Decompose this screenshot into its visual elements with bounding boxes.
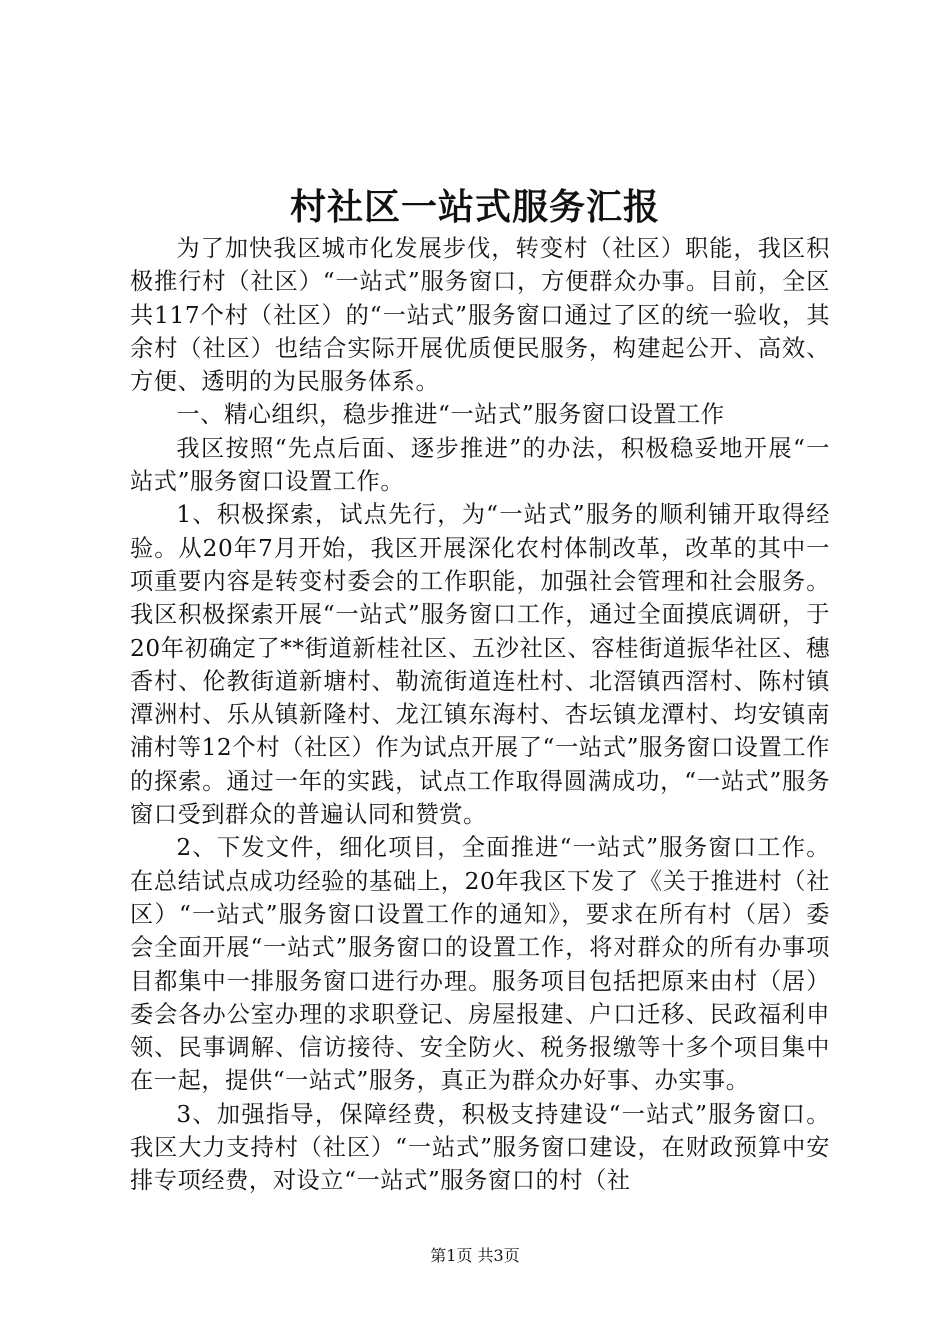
- item-2-paragraph: 2、下发文件，细化项目，全面推进“一站式”服务窗口工作。在总结试点成功经验的基础上，20年我区下发了《关于推进村（社区）“一站式”服务窗口设置工作的通知》，要求在所有村（居）委会全面开展“一站式”服务窗口的设置工作，将对群众的所有办事项目都集中一排服务窗口进行办理。服务项目包括把原来由村（居）委会各办公室办理的求职登记、房屋报建、户口迁移、民政福利申领、民事调解、信访接待、安全防火、税务报缴等十多个项目集中在一起，提供“一站式”服务，真正为群众办好事、办实事。: [130, 834, 830, 1095]
- intro-paragraph: 为了加快我区城市化发展步伐，转变村（社区）职能，我区积极推行村（社区）“一站式”服务窗口，方便群众办事。目前，全区共117个村（社区）的“一站式”服务窗口通过了区的统一验收，其余村（社区）也结合实际开展优质便民服务，构建起公开、高效、方便、透明的为民服务体系。: [130, 235, 830, 396]
- document-title: 村社区一站式服务汇报: [289, 186, 660, 228]
- item-1-paragraph: 1、积极探索，试点先行，为“一站式”服务的顺利铺开取得经验。从20年7月开始，我区开展深化农村体制改革，改革的其中一项重要内容是转变村委会的工作职能，加强社会管理和社会服务。我区积极探索开展“一站式”服务窗口工作，通过全面摸底调研，于20年初确定了**街道新桂社区、五沙社区、容桂街道振华社区、穗香村、伦教街道新塘村、勒流街道连杜村、北滘镇西滘村、陈村镇潭洲村、乐从镇新隆村、龙江镇东海村、杏坛镇龙潭村、均安镇南浦村等12个村（社区）作为试点开展了“一站式”服务窗口设置工作的探索。通过一年的实践，试点工作取得圆满成功，“一站式”服务窗口受到群众的普遍认同和赞赏。: [130, 501, 830, 829]
- section-heading: 一、精心组织，稳步推进“一站式”服务窗口设置工作: [176, 401, 725, 429]
- document-body: [130, 232, 830, 1198]
- item-3-paragraph: 3、加强指导，保障经费，积极支持建设“一站式”服务窗口。我区大力支持村（社区）“一站式”服务窗口建设，在财政预算中安排专项经费，对设立“一站式”服务窗口的村（社: [130, 1100, 830, 1195]
- page-number-footer: 第1页 共3页: [430, 1246, 520, 1265]
- section-intro-paragraph: 我区按照“先点后面、逐步推进”的办法，积极稳妥地开展“一站式”服务窗口设置工作。: [130, 434, 830, 496]
